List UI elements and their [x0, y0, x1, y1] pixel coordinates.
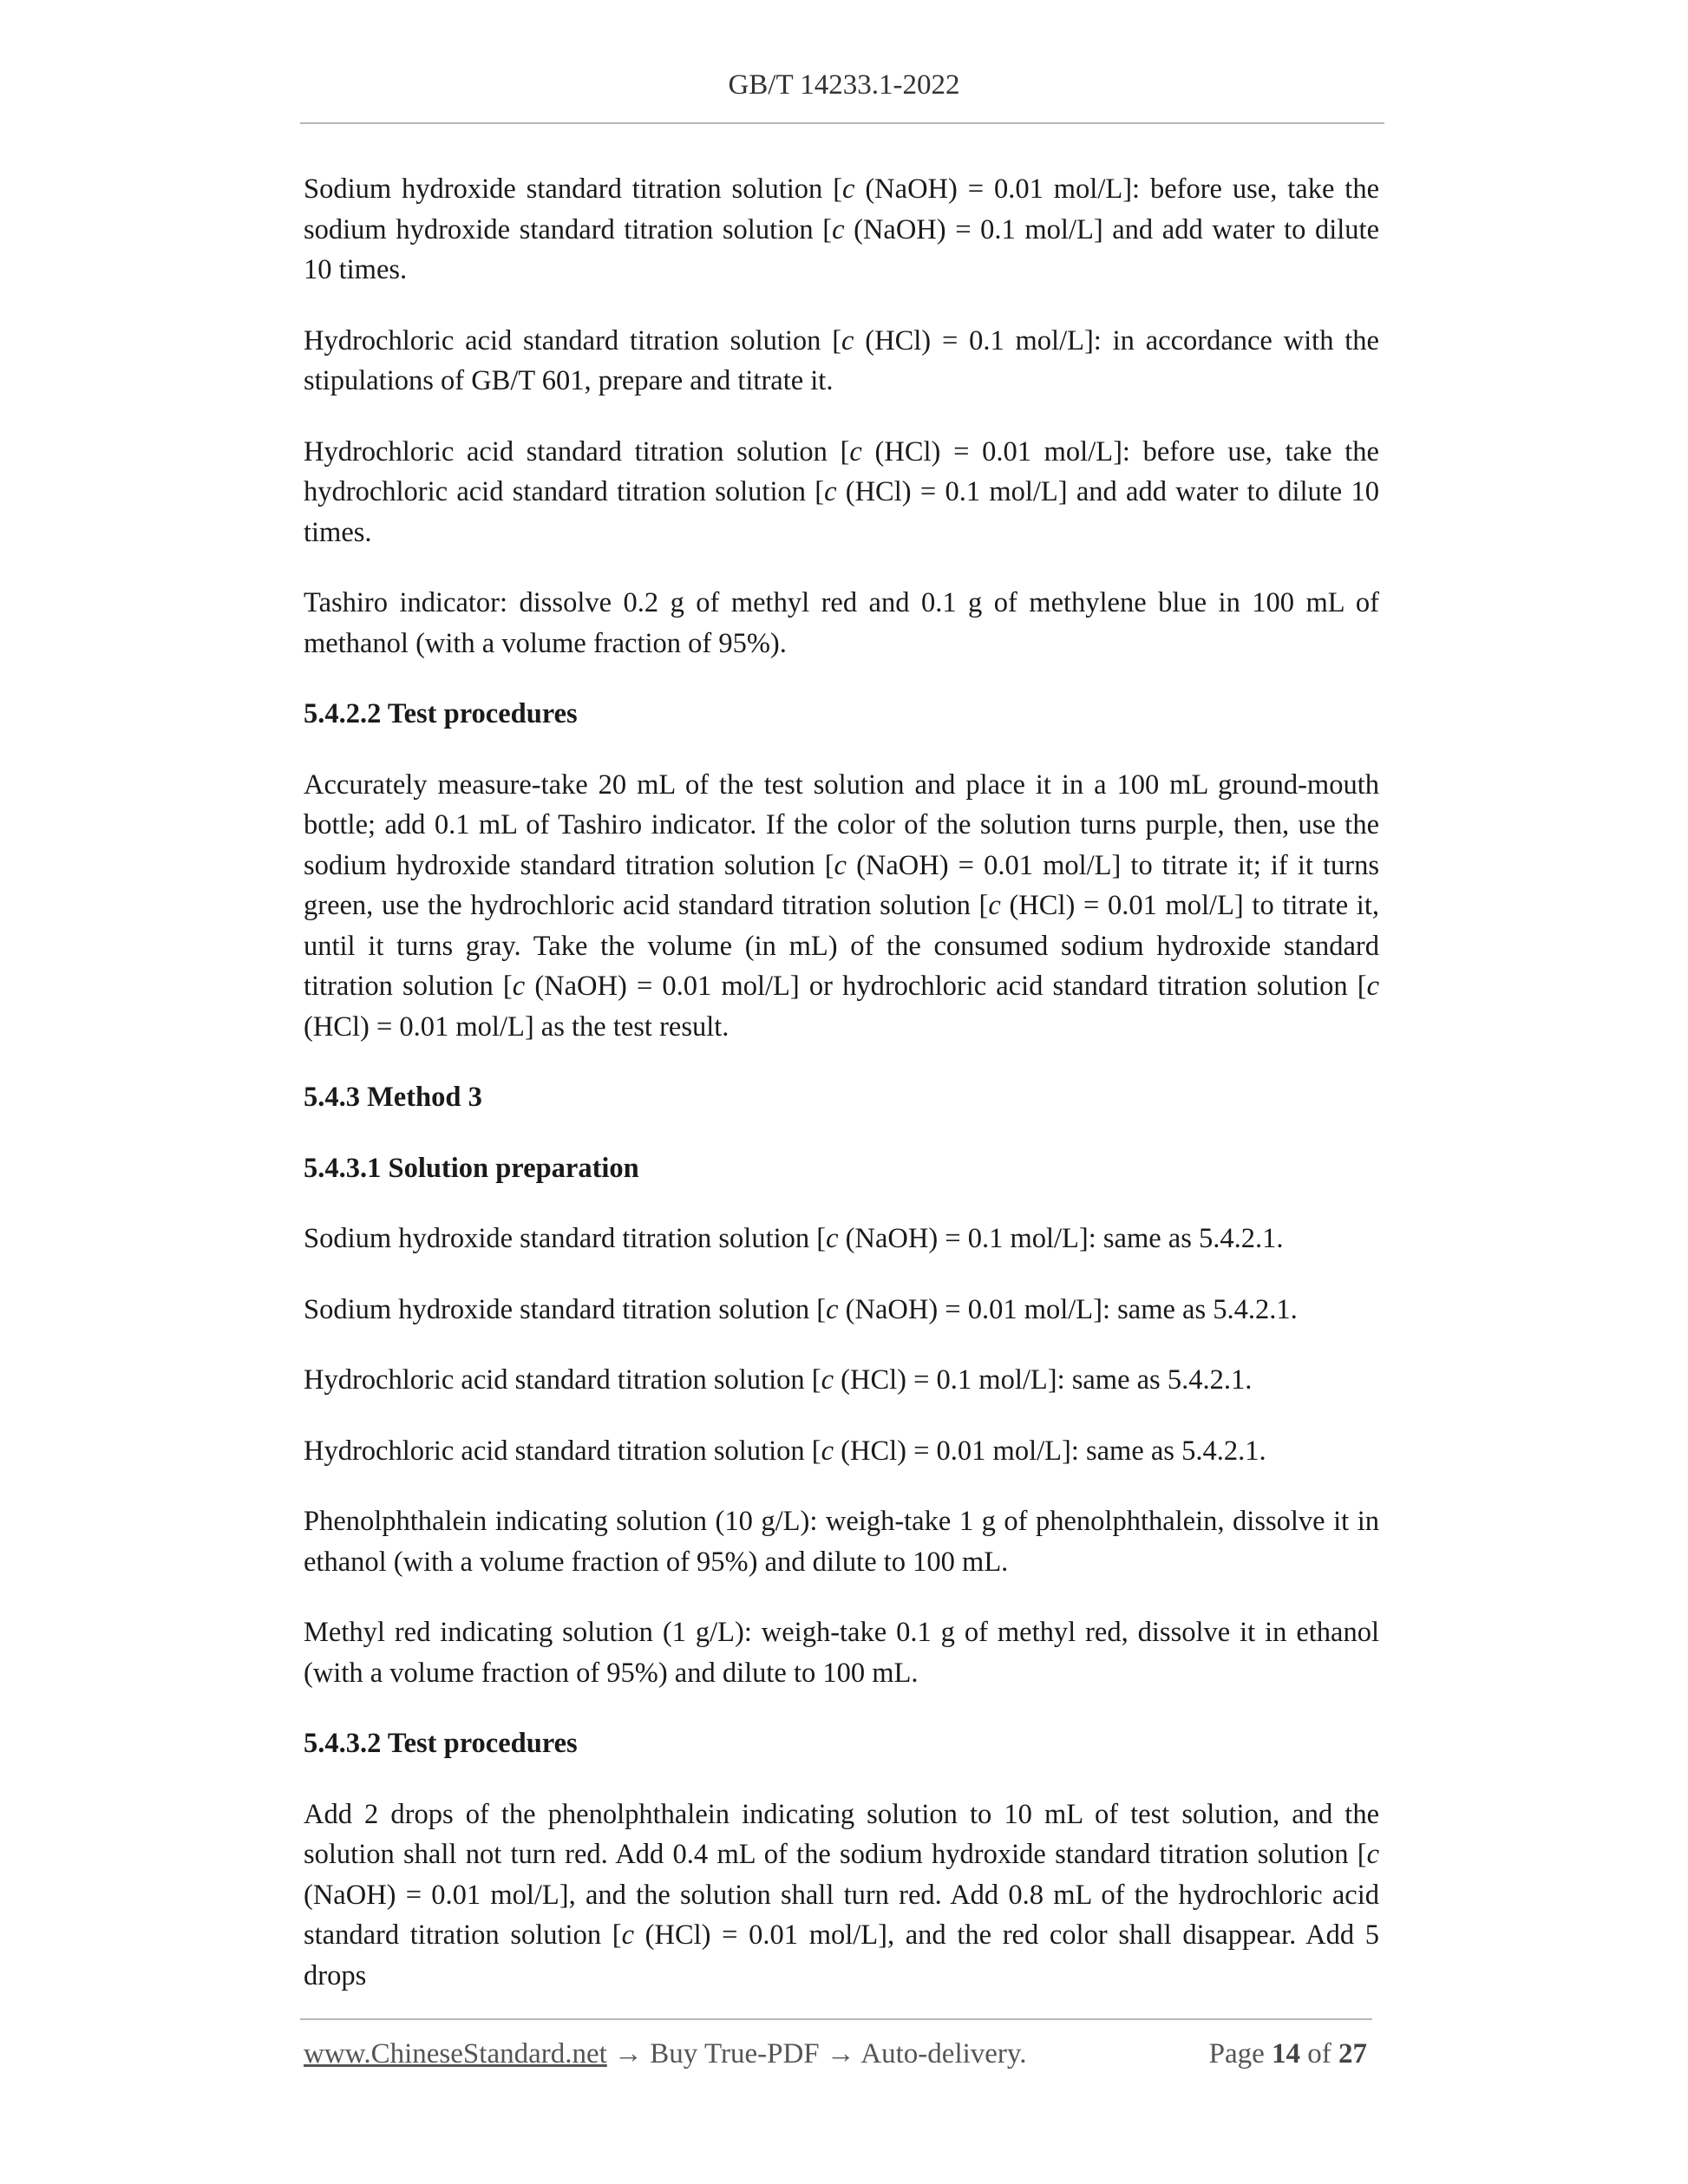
- concentration-symbol: c: [849, 435, 862, 468]
- footer-divider: [300, 2018, 1372, 2020]
- text-run: Hydrochloric acid standard titration solution [: [304, 435, 850, 468]
- text-run: (HCl) = 0.01 mol/L], and the red color shall disappear. Add 5 drops: [304, 1919, 1379, 1991]
- concentration-symbol: c: [841, 324, 854, 356]
- concentration-symbol: c: [1366, 971, 1379, 1002]
- text-run: Sodium hydroxide standard titration solution [: [304, 1223, 827, 1254]
- text-run: (NaOH) = 0.01 mol/L], and the solution shall turn red. Add 0.8 mL of the hydrochloric acid standard titration solution [: [304, 1879, 1379, 1951]
- promo-text: → Buy True-PDF → Auto-delivery.: [606, 2038, 1027, 2070]
- paragraph-hcl-01: [304, 321, 1379, 402]
- text-run: (HCl) = 0.01 mol/L]: before use, take the hydrochloric acid standard titration solution [: [304, 435, 1379, 507]
- text-run: (HCl) = 0.1 mol/L] and add water to dilute 10 times.: [304, 476, 1379, 548]
- concentration-symbol: c: [821, 1364, 834, 1396]
- paragraph-naoh-001: [304, 169, 1379, 291]
- paragraph-hcl-01-same: [304, 1360, 1379, 1401]
- text-run: Accurately measure-take 20 mL of the test solution and place it in a 100 mL ground-mouth bottle; add 0.1 mL of Tashiro indicator. If the color of the solution turns purple, then, use the sodium hydroxide standard titration solution [: [304, 768, 1379, 881]
- text-run: Sodium hydroxide standard titration solution [: [304, 1293, 827, 1325]
- paragraph-hcl-001-same: [304, 1431, 1379, 1472]
- text-run: (HCl) = 0.1 mol/L]: in accordance with the stipulations of GB/T 601, prepare and titrate it.: [304, 324, 1379, 396]
- heading-5-4-3-1: 5.4.3.1 Solution preparation: [304, 1152, 639, 1184]
- paragraph-hcl-001: [304, 432, 1379, 553]
- concentration-symbol: c: [824, 476, 837, 507]
- text-run: (HCl) = 0.01 mol/L] as the test result.: [304, 1010, 730, 1043]
- footer-promo: [304, 2038, 1027, 2070]
- text-run: Hydrochloric acid standard titration solution [: [304, 1435, 821, 1467]
- concentration-symbol: c: [821, 1435, 834, 1467]
- site-link[interactable]: www.ChineseStandard.net: [304, 2038, 607, 2070]
- text-run: (NaOH) = 0.1 mol/L] and add water to dilute 10 times.: [304, 213, 1379, 285]
- concentration-symbol: c: [1366, 1839, 1379, 1870]
- text-run: Add 2 drops of the phenolphthalein indicating solution to 10 mL of test solution, and the solution shall not turn red. Add 0.4 mL of the sodium hydroxide standard titration solution [: [304, 1798, 1379, 1870]
- concentration-symbol: c: [512, 971, 526, 1002]
- text-run: Sodium hydroxide standard titration solution [: [304, 173, 843, 205]
- concentration-symbol: c: [826, 1223, 839, 1254]
- paragraph-test-procedure-method-2: [304, 765, 1379, 1048]
- header-divider: [300, 122, 1384, 124]
- header-title: GB/T 14233.1-2022: [728, 69, 960, 101]
- text-run: (NaOH) = 0.01 mol/L] to titrate it; if it turns green, use the hydrochloric acid standard titration solution [: [304, 849, 1379, 921]
- concentration-symbol: c: [842, 173, 855, 205]
- heading-5-4-2-2: 5.4.2.2 Test procedures: [304, 698, 578, 729]
- concentration-symbol: c: [834, 849, 847, 881]
- paragraph-naoh-001-same: [304, 1290, 1379, 1331]
- text-run: (NaOH) = 0.01 mol/L]: before use, take the sodium hydroxide standard titration solution [: [304, 173, 1379, 245]
- text-run: (HCl) = 0.1 mol/L]: same as 5.4.2.1.: [834, 1364, 1253, 1396]
- heading-5-4-3-2: 5.4.3.2 Test procedures: [304, 1728, 578, 1759]
- concentration-symbol: c: [826, 1293, 839, 1325]
- concentration-symbol: c: [988, 890, 1001, 921]
- concentration-symbol: c: [621, 1919, 634, 1951]
- page-indicator: [1209, 2038, 1367, 2070]
- heading-5-4-3: 5.4.3 Method 3: [304, 1082, 482, 1113]
- paragraph-naoh-01-same: [304, 1219, 1379, 1259]
- text-run: Hydrochloric acid standard titration solution [: [304, 1364, 821, 1396]
- page-number: 14: [1272, 2038, 1300, 2070]
- text-run: (HCl) = 0.01 mol/L] to titrate it, until it turns gray. Take the volume (in mL) of the consumed sodium hydroxide standard titration solution [: [304, 890, 1379, 1002]
- paragraph-test-procedure-method-3: [304, 1795, 1379, 1997]
- page-word: Page: [1208, 2038, 1265, 2070]
- text-run: (NaOH) = 0.01 mol/L]: same as 5.4.2.1.: [838, 1293, 1298, 1325]
- text-run: Hydrochloric acid standard titration solution [: [304, 324, 842, 356]
- of-word: of: [1307, 2038, 1331, 2070]
- text-run: (NaOH) = 0.1 mol/L]: same as 5.4.2.1.: [838, 1223, 1284, 1254]
- concentration-symbol: c: [832, 213, 845, 245]
- page-total: 27: [1338, 2038, 1367, 2070]
- paragraph-tashiro-indicator: Tashiro indicator: dissolve 0.2 g of methyl red and 0.1 g of methylene blue in 100 mL of methanol (with a volume fraction of 95%).: [304, 587, 1379, 659]
- document-body: [304, 169, 1379, 1996]
- text-run: (NaOH) = 0.01 mol/L] or hydrochloric acid standard titration solution [: [525, 971, 1367, 1002]
- text-run: (HCl) = 0.01 mol/L]: same as 5.4.2.1.: [834, 1435, 1266, 1467]
- paragraph-phenolphthalein: Phenolphthalein indicating solution (10 g/L): weigh-take 1 g of phenolphthalein, dissolve it in ethanol (with a volume fraction of 95%) and dilute to 100 mL.: [304, 1506, 1379, 1578]
- paragraph-methyl-red: Methyl red indicating solution (1 g/L): weigh-take 0.1 g of methyl red, dissolve it in ethanol (with a volume fraction of 95%) and dilute to 100 mL.: [304, 1617, 1379, 1689]
